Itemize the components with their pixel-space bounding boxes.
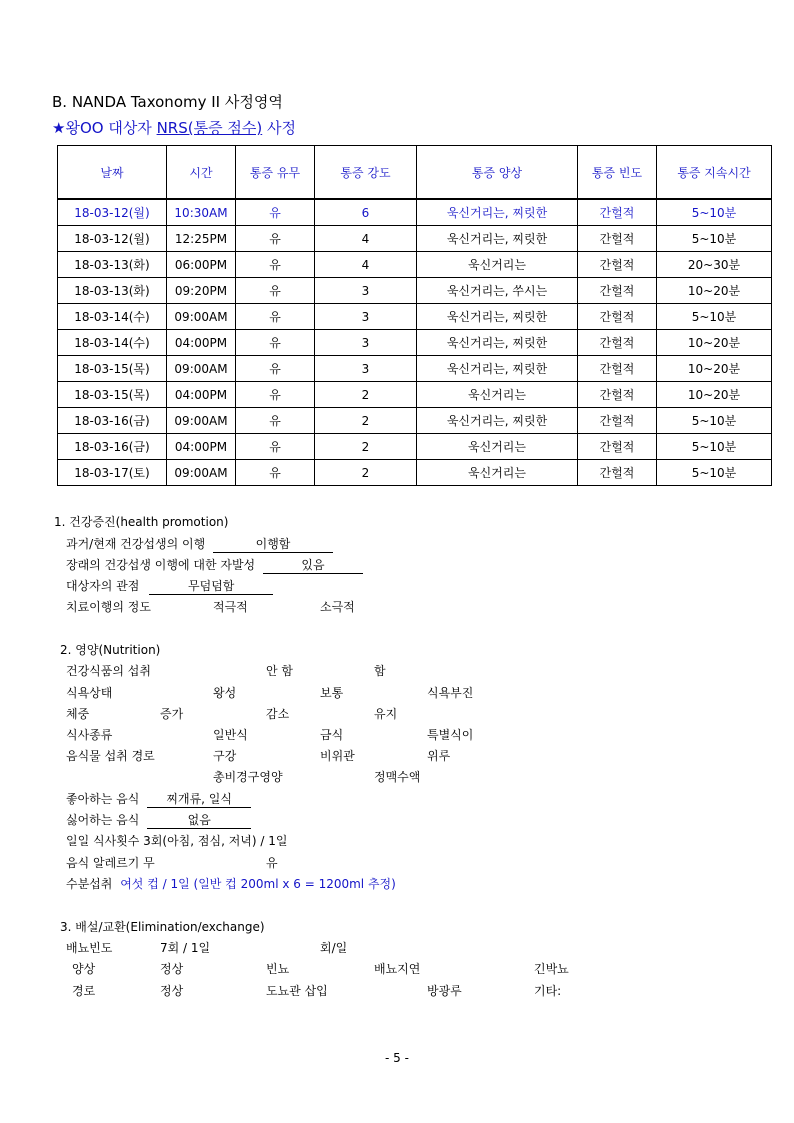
s2-liked-food [66,790,251,808]
cell-frequency: 간헐적 [578,226,657,252]
cell-date: 18-03-13(화) [58,252,167,278]
s1-line2-label: 장래의 건강섭생 이행에 대한 자발성 [66,558,256,572]
s3-freq-value: 7회 / 1일 [160,941,211,955]
s2-appetite-opt3: 식욕부진 [427,686,474,700]
cell-duration: 5~10분 [657,226,772,252]
table-row [58,252,772,278]
s2-healthfood-opt1: 안 함 [266,664,293,678]
cell-quality: 욱신거리는, 찌릿한 [417,226,578,252]
cell-quality: 욱신거리는, 찌릿한 [417,330,578,356]
s2-route-opt3: 위루 [427,749,451,763]
s3-pattern-opt4: 긴박뇨 [534,962,569,976]
s3-freq-label: 배뇨빈도 [66,941,113,955]
cell-intensity: 3 [315,356,417,382]
s2-route-opt4: 총비경구영양 [213,770,283,784]
cell-presence: 유 [236,434,315,460]
s2-route-opt1: 구강 [213,749,237,763]
subheading-underlined: NRS(통증 점수) [156,119,263,137]
cell-quality: 욱신거리는, 쑤시는 [417,278,578,304]
cell-date: 18-03-16(금) [58,408,167,434]
cell-intensity: 2 [315,408,417,434]
cell-duration: 10~20분 [657,278,772,304]
pain-assessment-table [57,145,772,486]
cell-time: 09:00AM [167,460,236,486]
s1-line3-label: 대상자의 관점 [66,579,140,593]
cell-intensity: 3 [315,330,417,356]
cell-time: 09:20PM [167,278,236,304]
cell-time: 06:00PM [167,252,236,278]
cell-presence: 유 [236,252,315,278]
s3-route-opt3: 방광루 [427,984,462,998]
s2-diet-opt3: 특별식이 [427,728,474,742]
s2-disliked-food-label: 싫어하는 음식 [66,813,140,827]
table-row [58,460,772,486]
cell-frequency: 간헐적 [578,252,657,278]
cell-quality: 욱신거리는 [417,252,578,278]
table-row [58,199,772,226]
cell-frequency: 간헐적 [578,199,657,226]
cell-duration: 10~20분 [657,382,772,408]
cell-time: 10:30AM [167,199,236,226]
cell-date: 18-03-13(화) [58,278,167,304]
s2-weight-opt2: 감소 [266,707,290,721]
cell-quality: 욱신거리는 [417,434,578,460]
cell-presence: 유 [236,408,315,434]
cell-intensity: 2 [315,382,417,408]
cell-intensity: 6 [315,199,417,226]
cell-date: 18-03-15(목) [58,382,167,408]
cell-frequency: 간헐적 [578,304,657,330]
cell-date: 18-03-12(월) [58,226,167,252]
cell-quality: 욱신거리는 [417,382,578,408]
section3-title: 3. 배설/교환(Elimination/exchange) [60,920,265,934]
cell-time: 04:00PM [167,330,236,356]
s2-weight-opt3: 유지 [374,707,398,721]
cell-presence: 유 [236,226,315,252]
cell-frequency: 간헐적 [578,460,657,486]
cell-frequency: 간헐적 [578,434,657,460]
table-row [58,330,772,356]
table-row [58,356,772,382]
cell-intensity: 4 [315,252,417,278]
section-heading: B. NANDA Taxonomy II 사정영역 [52,93,283,111]
s1-line1-value: 이행함 [213,535,333,553]
s1-line1 [66,535,333,553]
table-subheading [52,117,296,138]
cell-quality: 욱신거리는, 찌릿한 [417,304,578,330]
cell-date: 18-03-14(수) [58,304,167,330]
s2-diet-opt1: 일반식 [213,728,248,742]
cell-frequency: 간헐적 [578,278,657,304]
s2-liked-food-label: 좋아하는 음식 [66,792,140,806]
s3-route-label: 경로 [72,984,96,998]
s2-weight-label: 체중 [66,707,90,721]
cell-presence: 유 [236,382,315,408]
s2-appetite-opt1: 왕성 [213,686,237,700]
subheading-suffix: 사정 [262,119,296,137]
header-presence: 통증 유무 [236,146,315,200]
s2-appetite-label: 식욕상태 [66,686,113,700]
cell-time: 04:00PM [167,382,236,408]
s2-disliked-food-value: 없음 [147,811,251,829]
s2-healthfood-opt2: 함 [374,664,386,678]
section1-title: 1. 건강증진(health promotion) [54,515,229,529]
s3-pattern-opt1: 정상 [160,962,184,976]
s2-diet-label: 식사종류 [66,728,113,742]
cell-intensity: 2 [315,460,417,486]
table-row [58,278,772,304]
s1-line4-label: 치료이행의 정도 [66,600,151,614]
cell-presence: 유 [236,460,315,486]
s3-route-opt1: 정상 [160,984,184,998]
header-time: 시간 [167,146,236,200]
table-row [58,304,772,330]
cell-presence: 유 [236,330,315,356]
s2-route-opt2: 비위관 [320,749,355,763]
cell-time: 12:25PM [167,226,236,252]
cell-intensity: 4 [315,226,417,252]
cell-duration: 10~20분 [657,330,772,356]
s2-weight-opt1: 증가 [160,707,184,721]
star-icon: ★ [52,119,66,137]
cell-intensity: 3 [315,278,417,304]
cell-date: 18-03-12(월) [58,199,167,226]
cell-frequency: 간헐적 [578,408,657,434]
table-row [58,408,772,434]
cell-time: 09:00AM [167,356,236,382]
cell-duration: 10~20분 [657,356,772,382]
header-frequency: 통증 빈도 [578,146,657,200]
cell-time: 04:00PM [167,434,236,460]
s2-fluid-intake [66,875,396,892]
cell-time: 09:00AM [167,304,236,330]
cell-presence: 유 [236,304,315,330]
cell-intensity: 2 [315,434,417,460]
s2-appetite-opt2: 보통 [320,686,344,700]
cell-date: 18-03-15(목) [58,356,167,382]
cell-date: 18-03-14(수) [58,330,167,356]
cell-frequency: 간헐적 [578,382,657,408]
cell-time: 09:00AM [167,408,236,434]
table-row [58,382,772,408]
s3-route-opt4: 기타: [534,984,562,998]
s1-line3-value: 무덤덤함 [149,577,273,595]
s1-line4-opt1: 적극적 [213,600,248,614]
s2-route-opt5: 정맥수액 [374,770,421,784]
s3-pattern-opt3: 배뇨지연 [374,962,421,976]
s2-healthfood-label: 건강식품의 섭취 [66,664,151,678]
s2-allergy-opt: 유 [266,856,278,870]
cell-quality: 욱신거리는, 찌릿한 [417,356,578,382]
cell-presence: 유 [236,356,315,382]
header-quality: 통증 양상 [417,146,578,200]
cell-duration: 5~10분 [657,304,772,330]
s2-liked-food-value: 찌개류, 일식 [147,790,251,808]
s1-line4-opt2: 소극적 [320,600,355,614]
cell-duration: 5~10분 [657,460,772,486]
cell-presence: 유 [236,199,315,226]
cell-date: 18-03-16(금) [58,434,167,460]
table-row [58,226,772,252]
s2-diet-opt2: 금식 [320,728,344,742]
cell-duration: 20~30분 [657,252,772,278]
section2-title: 2. 영양(Nutrition) [60,643,161,657]
cell-duration: 5~10분 [657,434,772,460]
s3-route-opt2: 도뇨관 삽입 [266,984,328,998]
header-date: 날짜 [58,146,167,200]
table-header-row [58,146,772,200]
s1-line3 [66,577,273,595]
s2-route-label: 음식물 섭취 경로 [66,749,155,763]
subheading-prefix: 왕OO 대상자 [65,119,157,137]
s1-line2-value: 있음 [263,556,363,574]
s3-pattern-label: 양상 [72,962,96,976]
table-row [58,434,772,460]
cell-quality: 욱신거리는, 찌릿한 [417,408,578,434]
s2-disliked-food [66,811,251,829]
s3-pattern-opt2: 빈뇨 [266,962,290,976]
header-duration: 통증 지속시간 [657,146,772,200]
cell-frequency: 간헐적 [578,330,657,356]
page-number: - 5 - [385,1051,409,1065]
cell-frequency: 간헐적 [578,356,657,382]
s3-freq-unit: 회/일 [320,941,348,955]
cell-quality: 욱신거리는, 찌릿한 [417,199,578,226]
header-intensity: 통증 강도 [315,146,417,200]
cell-presence: 유 [236,278,315,304]
cell-quality: 욱신거리는 [417,460,578,486]
s1-line2 [66,556,363,574]
s2-meal-count: 일일 식사횟수 3회(아침, 점심, 저녁) / 1일 [66,834,288,848]
cell-duration: 5~10분 [657,199,772,226]
cell-duration: 5~10분 [657,408,772,434]
s2-fluid-label: 수분섭취 [66,877,113,891]
cell-intensity: 3 [315,304,417,330]
cell-date: 18-03-17(토) [58,460,167,486]
s2-allergy-label: 음식 알레르기 무 [66,856,155,870]
s2-fluid-value: 여섯 컵 / 1일 (일반 컵 200ml x 6 = 1200ml 추정) [120,877,396,891]
s1-line1-label: 과거/현재 건강섭생의 이행 [66,537,206,551]
